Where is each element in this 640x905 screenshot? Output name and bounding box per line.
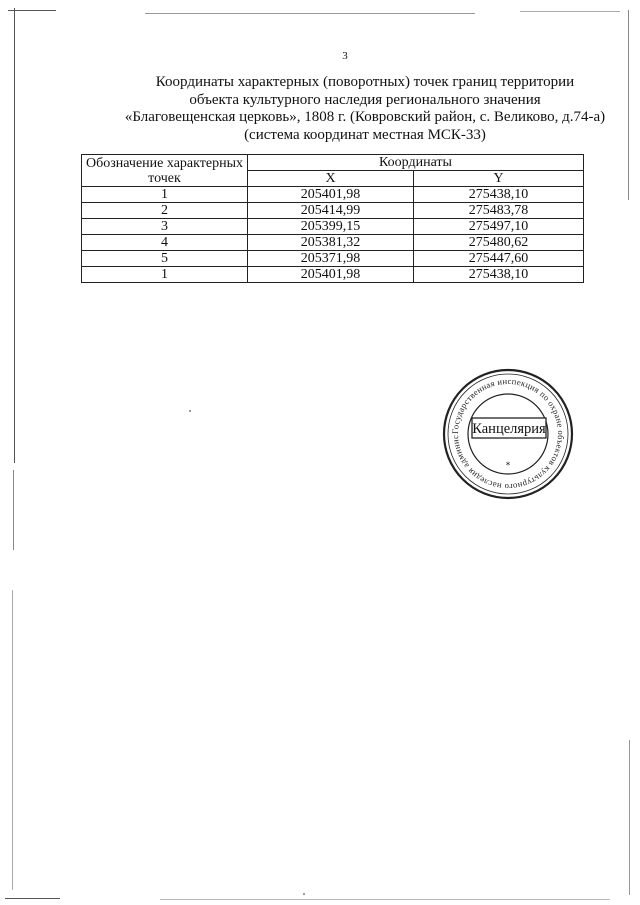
scan-edge-left (13, 470, 14, 550)
scan-edge-left (12, 590, 13, 890)
table-row (82, 251, 584, 267)
table-row (82, 267, 584, 283)
page-number: 3 (342, 50, 348, 62)
cell-y: 275497,10 (414, 219, 584, 235)
scan-edge-top (8, 10, 56, 11)
scan-speck (189, 410, 191, 412)
cell-x: 205371,98 (248, 251, 414, 267)
header-x: X (248, 171, 414, 187)
document-title (95, 74, 635, 144)
header-y: Y (414, 171, 584, 187)
stamp-ring-text: Государственная инспекция по охране объектов культурного наследия админис (449, 375, 567, 493)
cell-x: 205381,32 (248, 235, 414, 251)
table-row (82, 235, 584, 251)
title-line: Координаты характерных (поворотных) точек границ территории (155, 74, 575, 90)
header-point-designation: Обозначение характерных точек (82, 155, 248, 187)
coordinates-table (81, 154, 584, 283)
scan-edge-bottom (5, 898, 60, 899)
scan-edge-right (629, 740, 630, 895)
cell-point: 5 (82, 251, 248, 267)
cell-x: 205414,99 (248, 203, 414, 219)
title-line: (система координат местная МСК-33) (244, 126, 486, 143)
cell-y: 275438,10 (414, 267, 584, 283)
header-coordinates: Координаты (248, 155, 584, 171)
stamp-star: * (505, 461, 511, 471)
cell-x: 205401,98 (248, 267, 414, 283)
scan-edge-top (145, 13, 475, 14)
cell-point: 3 (82, 219, 248, 235)
scan-edge-left (14, 8, 15, 463)
table-row (82, 219, 584, 235)
stamp-center-text: Канцелярия (472, 421, 546, 437)
cell-y: 275483,78 (414, 203, 584, 219)
scan-speck (303, 893, 305, 895)
cell-point: 4 (82, 235, 248, 251)
cell-point: 2 (82, 203, 248, 219)
cell-y: 275480,62 (414, 235, 584, 251)
table-row (82, 187, 584, 203)
title-line: объекта культурного наследия регионального значения (189, 91, 541, 108)
cell-x: 205399,15 (248, 219, 414, 235)
office-stamp (441, 367, 575, 501)
scan-edge-top (520, 11, 620, 12)
table-row (82, 203, 584, 219)
scan-edge-bottom (160, 899, 610, 900)
title-line: «Благовещенская церковь», 1808 г. (Ковровский район, с. Великово, д.74-а) (124, 109, 606, 125)
cell-point: 1 (82, 267, 248, 283)
stamp-seal-icon (441, 367, 575, 501)
cell-x: 205401,98 (248, 187, 414, 203)
cell-y: 275438,10 (414, 187, 584, 203)
cell-y: 275447,60 (414, 251, 584, 267)
cell-point: 1 (82, 187, 248, 203)
